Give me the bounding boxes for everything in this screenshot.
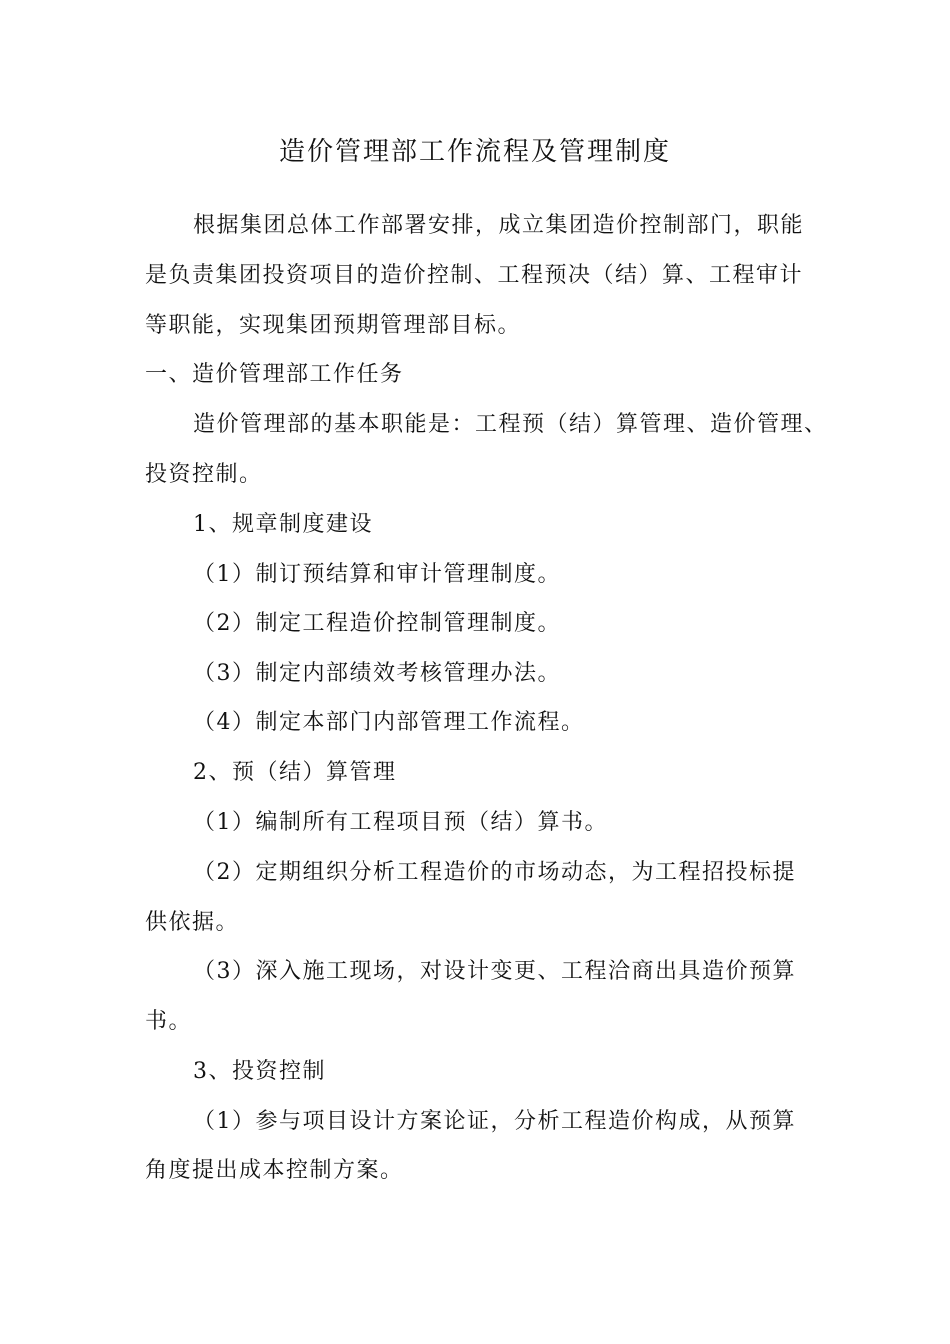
list-item: （4）制定本部门内部管理工作流程。 [193, 710, 585, 735]
list-item-continuation: 书。 [145, 1009, 193, 1034]
subsection-heading: 3、投资控制 [193, 1059, 326, 1084]
paragraph-line: 等职能，实现集团预期管理部目标。 [145, 313, 522, 338]
list-item-continuation: 供依据。 [145, 910, 240, 935]
subsection-heading: 2、预（结）算管理 [193, 760, 397, 785]
list-item: （2）制定工程造价控制管理制度。 [193, 611, 561, 636]
paragraph-line: 是负责集团投资项目的造价控制、工程预决（结）算、工程审计 [145, 263, 804, 288]
paragraph-line: 投资控制。 [145, 462, 263, 487]
subsection-heading: 1、规章制度建设 [193, 512, 373, 537]
list-item: （1）参与项目设计方案论证，分析工程造价构成，从预算 [193, 1109, 796, 1134]
list-item: （3）制定内部绩效考核管理办法。 [193, 661, 561, 686]
document-title: 造价管理部工作流程及管理制度 [278, 137, 671, 167]
list-item: （2）定期组织分析工程造价的市场动态，为工程招投标提 [193, 860, 796, 885]
paragraph-line: 根据集团总体工作部署安排，成立集团造价控制部门，职能 [193, 213, 805, 238]
list-item-continuation: 角度提出成本控制方案。 [145, 1158, 404, 1183]
paragraph-line: 造价管理部的基本职能是：工程预（结）算管理、造价管理、 [193, 412, 828, 437]
list-item: （3）深入施工现场，对设计变更、工程洽商出具造价预算 [193, 959, 796, 984]
list-item: （1）编制所有工程项目预（结）算书。 [193, 810, 608, 835]
section-heading: 一、造价管理部工作任务 [145, 362, 404, 387]
list-item: （1）制订预结算和审计管理制度。 [193, 562, 561, 587]
